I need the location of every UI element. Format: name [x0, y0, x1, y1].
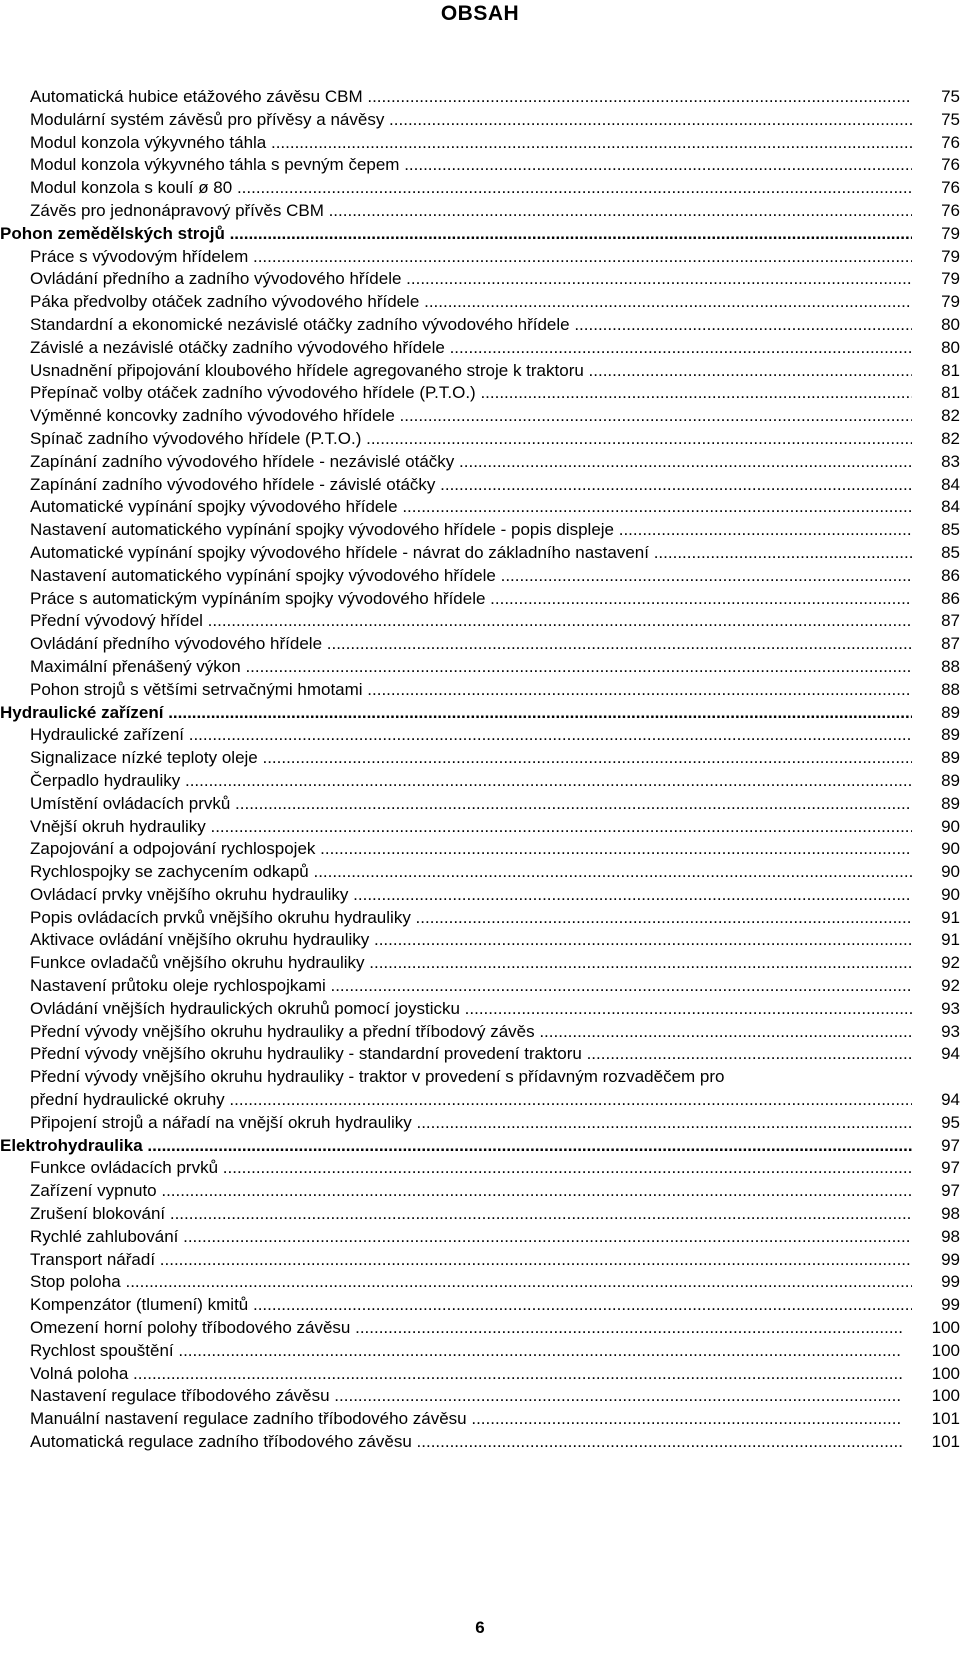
toc-entry-page: 89 [912, 702, 960, 725]
toc-entry[interactable] [0, 1180, 960, 1203]
toc-entry[interactable] [0, 1340, 960, 1363]
toc-entry-title: Usnadnění připojování kloubového hřídele agregovaného stroje k traktoru ..... [30, 360, 912, 383]
toc-entry-page: 81 [912, 382, 960, 405]
toc-entry[interactable] [0, 1363, 960, 1386]
toc-entry-page: 97 [912, 1180, 960, 1203]
toc-entry[interactable] [0, 405, 960, 428]
toc-entry[interactable] [0, 747, 960, 770]
toc-entry-title: Nastavení automatického vypínání spojky vývodového hřídele - popis displeje ..... [30, 519, 912, 542]
toc-entry-title: Ovládání vnějších hydraulických okruhů pomocí joysticku ..... [30, 998, 912, 1021]
toc-entry[interactable] [0, 109, 960, 132]
toc-entry-title: Funkce ovladačů vnějšího okruhu hydrauliky ..... [30, 952, 912, 975]
toc-entry[interactable] [0, 793, 960, 816]
toc-entry-title: Zapínání zadního vývodového hřídele - nezávislé otáčky ..... [30, 451, 912, 474]
toc-entry[interactable] [0, 496, 960, 519]
toc-entry-page: 99 [912, 1271, 960, 1294]
toc-entry-page: 94 [912, 1043, 960, 1066]
toc-entry-title: Pohon zemědělských strojů ..... [0, 223, 912, 246]
toc-entry-page: 79 [912, 291, 960, 314]
toc-entry-title: Zapojování a odpojování rychlospojek ..... [30, 838, 912, 861]
toc-entry-title: Elektrohydraulika ..... [0, 1135, 912, 1158]
toc-entry[interactable] [0, 154, 960, 177]
toc-entry-page: 75 [912, 109, 960, 132]
toc-entry-page: 97 [912, 1157, 960, 1180]
toc-entry[interactable] [0, 291, 960, 314]
toc-entry-title: Nastavení automatického vypínání spojky vývodového hřídele ..... [30, 565, 912, 588]
toc-entry-title: Připojení strojů a nářadí na vnější okruh hydrauliky ..... [30, 1112, 912, 1135]
toc-entry[interactable] [0, 1203, 960, 1226]
toc-section-entry[interactable] [0, 223, 960, 246]
toc-entry-page: 89 [912, 747, 960, 770]
toc-entry-page: 80 [912, 314, 960, 337]
toc-entry-page: 89 [912, 724, 960, 747]
toc-entry[interactable] [0, 724, 960, 747]
toc-entry-page: 89 [912, 770, 960, 793]
toc-entry-title: přední hydraulické okruhy ..... [30, 1089, 912, 1112]
toc-entry[interactable] [0, 656, 960, 679]
toc-entry-page: 101 [902, 1408, 960, 1431]
toc-entry-title-line1: Přední vývody vnějšího okruhu hydrauliky - traktor v provedení s přídavným rozvaděčem pro [30, 1067, 725, 1087]
toc-entry-page: 101 [902, 1431, 960, 1454]
toc-entry-page: 79 [912, 246, 960, 269]
toc-entry-title: Výměnné koncovky zadního vývodového hřídele ..... [30, 405, 912, 428]
toc-entry[interactable] [0, 610, 960, 633]
toc-entry[interactable] [0, 200, 960, 223]
toc-entry-title: Transport nářadí ..... [30, 1249, 912, 1272]
page-title: OBSAH [440, 2, 520, 25]
toc-entry-title: Zrušení blokování ..... [30, 1203, 912, 1226]
toc-entry-page: 99 [912, 1249, 960, 1272]
toc-entry[interactable] [0, 838, 960, 861]
toc-entry-title: Aktivace ovládání vnějšího okruhu hydrauliky ..... [30, 929, 912, 952]
toc-entry[interactable] [0, 337, 960, 360]
toc-entry-page: 92 [912, 975, 960, 998]
toc-entry[interactable] [0, 1226, 960, 1249]
toc-entry-title: Ovládání předního vývodového hřídele ..... [30, 633, 912, 656]
toc-entry[interactable] [0, 952, 960, 975]
toc-entry-title: Volná poloha ..... [30, 1363, 902, 1386]
table-of-contents [0, 86, 960, 1454]
toc-entry-page: 81 [912, 360, 960, 383]
toc-entry[interactable] [0, 929, 960, 952]
toc-entry[interactable] [0, 1066, 960, 1112]
toc-entry-title: Přední vývody vnějšího okruhu hydrauliky a přední tříbodový závěs ..... [30, 1021, 912, 1044]
toc-entry-page: 90 [912, 816, 960, 839]
toc-entry[interactable] [0, 246, 960, 269]
toc-entry-title: Modul konzola výkyvného táhla s pevným čepem ..... [30, 154, 912, 177]
page-number: 6 [475, 1618, 485, 1637]
toc-entry-page: 98 [912, 1203, 960, 1226]
toc-entry[interactable] [0, 360, 960, 383]
toc-entry-title: Čerpadlo hydrauliky ..... [30, 770, 912, 793]
toc-entry-page: 76 [912, 132, 960, 155]
toc-entry-page: 100 [902, 1340, 960, 1363]
toc-entry-page: 82 [912, 428, 960, 451]
toc-entry[interactable] [0, 314, 960, 337]
toc-entry[interactable] [0, 451, 960, 474]
toc-entry[interactable] [0, 86, 960, 109]
toc-entry-title: Vnější okruh hydrauliky ..... [30, 816, 912, 839]
toc-entry-title: Práce s vývodovým hřídelem ..... [30, 246, 912, 269]
toc-entry-page: 89 [912, 793, 960, 816]
toc-entry-page: 79 [912, 223, 960, 246]
toc-entry[interactable] [0, 998, 960, 1021]
toc-entry-title: Páka předvolby otáček zadního vývodového hřídele ..... [30, 291, 912, 314]
toc-entry[interactable] [0, 975, 960, 998]
toc-entry-page: 82 [912, 405, 960, 428]
toc-entry-title: Standardní a ekonomické nezávislé otáčky zadního vývodového hřídele ..... [30, 314, 912, 337]
toc-entry-title: Stop poloha ..... [30, 1271, 912, 1294]
toc-entry[interactable] [0, 1157, 960, 1180]
toc-entry[interactable] [0, 770, 960, 793]
toc-entry-title: Zařízení vypnuto ..... [30, 1180, 912, 1203]
toc-entry[interactable] [0, 1317, 960, 1340]
toc-entry-title: Ovládání předního a zadního vývodového hřídele ..... [30, 268, 912, 291]
toc-entry-page: 94 [912, 1089, 960, 1112]
toc-entry-title: Nastavení regulace tříbodového závěsu ..... [30, 1385, 902, 1408]
toc-entry-page: 86 [912, 565, 960, 588]
toc-entry-page: 88 [912, 656, 960, 679]
toc-entry-page: 83 [912, 451, 960, 474]
toc-entry[interactable] [0, 1249, 960, 1272]
toc-entry-page: 87 [912, 633, 960, 656]
toc-entry[interactable] [0, 679, 960, 702]
toc-section-entry[interactable] [0, 1135, 960, 1158]
toc-entry-title: Nastavení průtoku oleje rychlospojkami ..... [30, 975, 912, 998]
toc-entry-page: 95 [912, 1112, 960, 1135]
toc-entry-title: Omezení horní polohy tříbodového závěsu ..... [30, 1317, 902, 1340]
toc-entry[interactable] [0, 588, 960, 611]
toc-entry-title: Signalizace nízké teploty oleje ..... [30, 747, 912, 770]
toc-entry-title: Hydraulické zařízení ..... [0, 702, 912, 725]
toc-entry[interactable] [0, 884, 960, 907]
toc-entry[interactable] [0, 1043, 960, 1066]
toc-entry[interactable] [0, 633, 960, 656]
toc-entry-title: Rychlost spouštění ..... [30, 1340, 902, 1363]
toc-section-entry[interactable] [0, 702, 960, 725]
toc-entry-title: Pohon strojů s většími setrvačnými hmotami ..... [30, 679, 912, 702]
toc-entry[interactable] [0, 519, 960, 542]
toc-entry[interactable] [0, 132, 960, 155]
toc-entry[interactable] [0, 177, 960, 200]
toc-entry[interactable] [0, 474, 960, 497]
toc-entry-page: 99 [912, 1294, 960, 1317]
toc-entry-title: Rychlospojky se zachycením odkapů ..... [30, 861, 912, 884]
toc-entry-page: 100 [902, 1385, 960, 1408]
toc-entry-title: Rychlé zahlubování ..... [30, 1226, 912, 1249]
toc-entry[interactable] [0, 542, 960, 565]
toc-entry-page: 80 [912, 337, 960, 360]
toc-entry[interactable] [0, 382, 960, 405]
toc-entry-title: Zapínání zadního vývodového hřídele - závislé otáčky ..... [30, 474, 912, 497]
toc-entry-title: Popis ovládacích prvků vnějšího okruhu hydrauliky ..... [30, 907, 912, 930]
toc-entry-title: Maximální přenášený výkon ..... [30, 656, 912, 679]
toc-entry[interactable] [0, 816, 960, 839]
toc-entry[interactable] [0, 1112, 960, 1135]
toc-entry[interactable] [0, 1431, 960, 1454]
toc-entry-page: 98 [912, 1226, 960, 1249]
toc-entry-page: 100 [902, 1363, 960, 1386]
toc-entry-title: Automatické vypínání spojky vývodového hřídele ..... [30, 496, 912, 519]
toc-entry-page: 100 [902, 1317, 960, 1340]
toc-entry-title: Modul konzola s koulí ø 80 ..... [30, 177, 912, 200]
toc-entry-title: Automatická hubice etážového závěsu CBM ..... [30, 86, 912, 109]
toc-entry-title: Modulární systém závěsů pro přívěsy a návěsy ..... [30, 109, 912, 132]
toc-entry-title: Kompenzátor (tlumení) kmitů ..... [30, 1294, 912, 1317]
toc-entry-page: 84 [912, 474, 960, 497]
toc-entry-page: 87 [912, 610, 960, 633]
toc-entry-page: 90 [912, 838, 960, 861]
toc-entry[interactable] [0, 1294, 960, 1317]
toc-entry-page: 93 [912, 1021, 960, 1044]
toc-entry-page: 93 [912, 998, 960, 1021]
toc-entry-title: Funkce ovládacích prvků ..... [30, 1157, 912, 1180]
toc-entry[interactable] [0, 861, 960, 884]
toc-entry[interactable] [0, 907, 960, 930]
toc-entry-page: 97 [912, 1135, 960, 1158]
toc-entry[interactable] [0, 428, 960, 451]
toc-entry-title: Přední vývody vnějšího okruhu hydrauliky - standardní provedení traktoru ..... [30, 1043, 912, 1066]
toc-entry-title: Umístění ovládacích prvků ..... [30, 793, 912, 816]
toc-entry-page: 76 [912, 177, 960, 200]
toc-entry-title: Přepínač volby otáček zadního vývodového hřídele (P.T.O.) ..... [30, 382, 912, 405]
toc-entry-page: 91 [912, 907, 960, 930]
toc-entry-page: 85 [912, 519, 960, 542]
toc-entry[interactable] [0, 565, 960, 588]
toc-entry-page: 90 [912, 861, 960, 884]
toc-entry-page: 86 [912, 588, 960, 611]
toc-entry-page: 84 [912, 496, 960, 519]
toc-entry-page: 92 [912, 952, 960, 975]
toc-entry[interactable] [0, 1271, 960, 1294]
toc-entry-page: 75 [912, 86, 960, 109]
toc-entry[interactable] [0, 1385, 960, 1408]
toc-entry[interactable] [0, 1408, 960, 1431]
toc-entry[interactable] [0, 268, 960, 291]
toc-entry-title: Přední vývodový hřídel ..... [30, 610, 912, 633]
toc-entry-page: 76 [912, 200, 960, 223]
toc-entry-title: Spínač zadního vývodového hřídele (P.T.O.) ..... [30, 428, 912, 451]
toc-entry-title: Hydraulické zařízení ..... [30, 724, 912, 747]
toc-entry-title: Automatické vypínání spojky vývodového hřídele - návrat do základního nastavení ..... [30, 542, 912, 565]
toc-entry-title: Automatická regulace zadního tříbodového závěsu ..... [30, 1431, 902, 1454]
toc-entry-page: 90 [912, 884, 960, 907]
toc-entry-title: Závislé a nezávislé otáčky zadního vývodového hřídele ..... [30, 337, 912, 360]
toc-entry-page: 76 [912, 154, 960, 177]
toc-entry-page: 79 [912, 268, 960, 291]
toc-entry-title: Práce s automatickým vypínáním spojky vývodového hřídele ..... [30, 588, 912, 611]
toc-entry[interactable] [0, 1021, 960, 1044]
toc-entry-page: 85 [912, 542, 960, 565]
toc-entry-title: Závěs pro jednonápravový přívěs CBM ..... [30, 200, 912, 223]
toc-entry-title: Manuální nastavení regulace zadního tříbodového závěsu ..... [30, 1408, 902, 1431]
toc-entry-page: 88 [912, 679, 960, 702]
toc-entry-title: Modul konzola výkyvného táhla ..... [30, 132, 912, 155]
toc-entry-page: 91 [912, 929, 960, 952]
toc-entry-title: Ovládací prvky vnějšího okruhu hydrauliky ..... [30, 884, 912, 907]
